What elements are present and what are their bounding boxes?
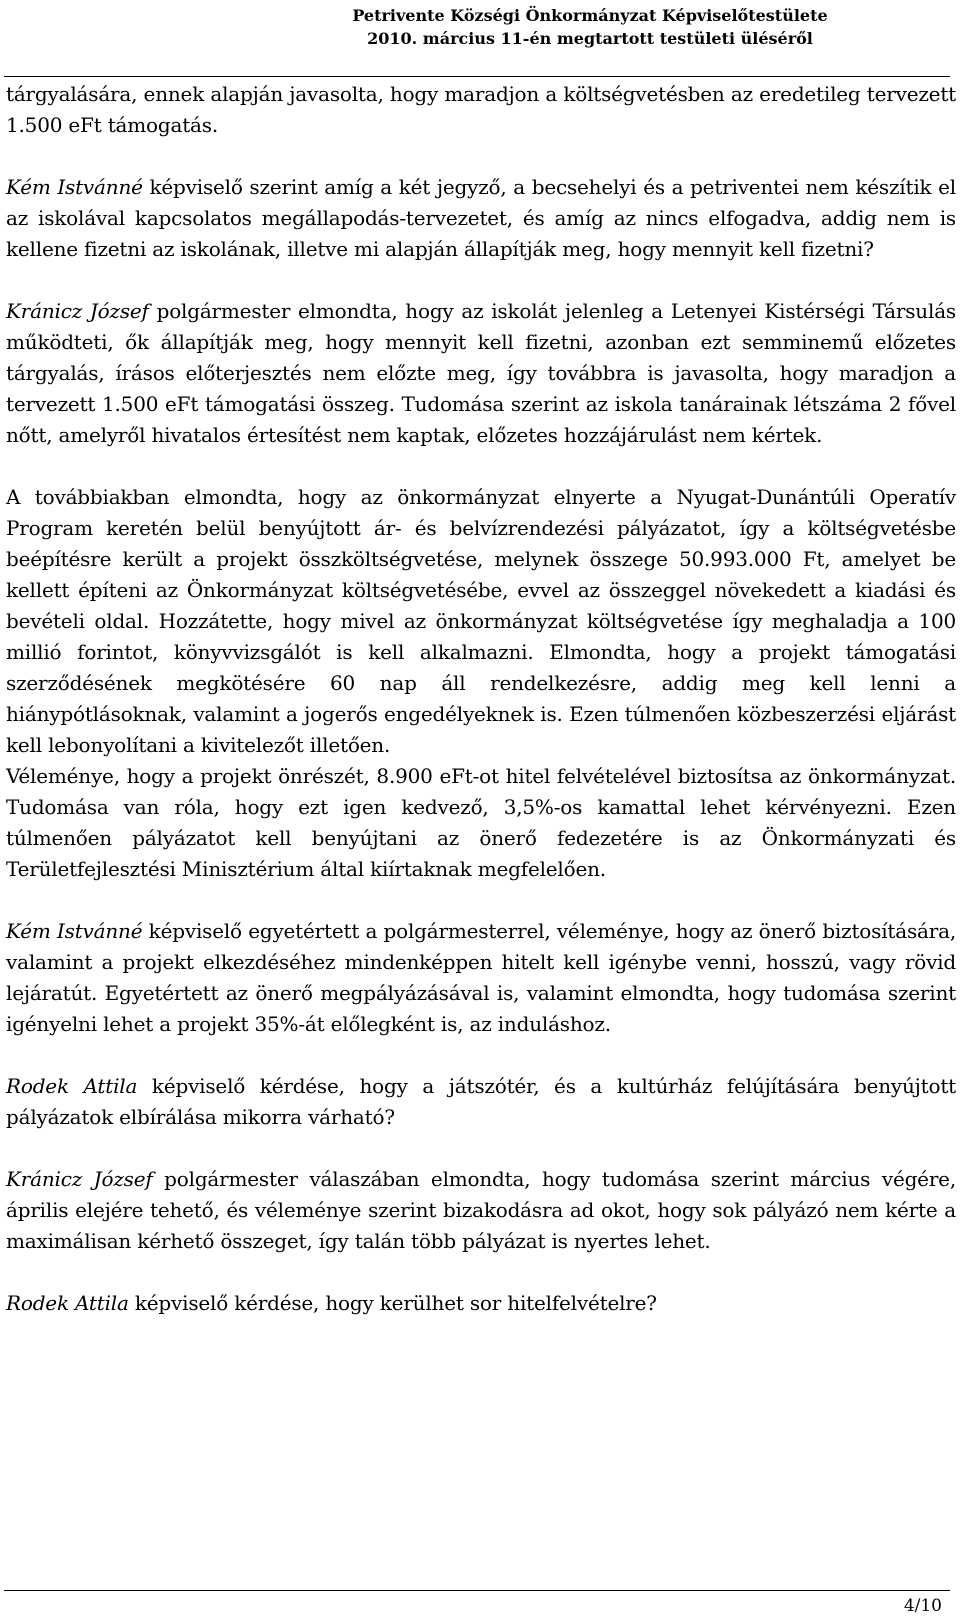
paragraph — [6, 1164, 956, 1257]
speaker-name: Kém Istvánné — [6, 175, 143, 199]
document-header — [230, 4, 950, 50]
paragraph-text: képviselő kérdése, hogy kerülhet sor hitelfelvételre? — [128, 1291, 657, 1315]
paragraph-text: képviselő szerint amíg a két jegyző, a becsehelyi és a petriventei nem készítik el az iskolával kapcsolatos megállapodás-tervezetet, és amíg az nincs elfogadva, addig nem is kellene fizetni az iskolának, illetve mi alapján állapítják meg, hogy mennyit kell fizetni? — [6, 175, 957, 261]
paragraph — [6, 172, 956, 265]
paragraph-text: képviselő kérdése, hogy a játszótér, és a kultúrház felújítására benyújtott pályázatok elbírálása mikorra várható? — [6, 1074, 957, 1129]
header-title: Petrivente Községi Önkormányzat Képviselőtestülete — [352, 6, 828, 25]
header-divider — [4, 76, 950, 77]
speaker-name: Kém Istvánné — [6, 919, 143, 943]
paragraph-text: polgármester válaszában elmondta, hogy tudomása szerint március végére, április elejére tehető, és véleménye szerint bizakodásra ad okot, hogy sok pályázó nem kérte a maximálisan kérhető összeget, így talán több pályázat is nyertes lehet. — [6, 1167, 956, 1253]
paragraph — [6, 1071, 956, 1133]
paragraph — [6, 761, 956, 885]
speaker-name: Kránicz József — [6, 1167, 153, 1191]
speaker-name: Rodek Attila — [6, 1291, 129, 1315]
document-body — [6, 79, 956, 1319]
speaker-name: Kránicz József — [6, 299, 149, 323]
paragraph — [6, 482, 956, 761]
speaker-name: Rodek Attila — [6, 1074, 138, 1098]
paragraph-text: A továbbiakban elmondta, hogy az önkormányzat elnyerte a Nyugat-Dunántúli Operatív Program keretén belül benyújtott ár- és belvízrendezési pályázatot, így a költségvetésbe beépítésre került a projekt összköltségvetése, melynek összege 50.993.000 Ft, amelyet be kellett építeni az Önkormányzat költségvetésébe, evvel az összeggel növekedett a kiadási és bevételi oldal. Hozzátette, hogy mivel az önkormányzat költségvetése így meghaladja a 100 millió forintot, könyvvizsgálót is kell alkalmazni. Elmondta, hogy a projekt támogatási szerződésének megkötésére 60 nap áll rendelkezésre, addig meg kell lenni a hiánypótlásoknak, valamint a jogerős engedélyeknek is. Ezen túlmenően közbeszerzési eljárást kell lebonyolítani a kivitelezőt illetően. — [6, 485, 956, 757]
paragraph-text: Véleménye, hogy a projekt önrészét, 8.900 eFt-ot hitel felvételével biztosítsa az önkormányzat. Tudomása van róla, hogy ezt igen kedvező, 3,5%-os kamattal lehet kérvényezni. Ezen túlmenően pályázatot kell benyújtani az önerő fedezetére is az Önkormányzati és Területfejlesztési Minisztérium által kiírtaknak megfelelően. — [6, 764, 956, 881]
paragraph — [6, 296, 956, 451]
paragraph — [6, 916, 956, 1040]
paragraph-text: képviselő egyetértett a polgármesterrel, véleménye, hogy az önerő biztosítására, valamint a projekt elkezdéséhez mindenképpen hitelt kell igénybe venni, hosszú, vagy rövid lejáratút. Egyetértett az önerő megpályázásával is, valamint elmondta, hogy tudomása szerint igényelni lehet a projekt 35%-át előlegként is, az induláshoz. — [6, 919, 956, 1036]
header-subtitle: 2010. március 11-én megtartott testületi üléséről — [367, 29, 813, 48]
page-number: 4/10 — [903, 1596, 942, 1616]
paragraph-text: polgármester elmondta, hogy az iskolát jelenleg a Letenyei Kistérségi Társulás működteti, ők állapítják meg, hogy mennyit kell fizetni, azonban ezt semminemű előzetes tárgyalás, írásos előterjesztés nem előzte meg, így továbbra is javasolta, hogy maradjon a tervezett 1.500 eFt támogatási összeg. Tudomása szerint az iskola tanárainak létszáma 2 fővel nőtt, amelyről hivatalos értesítést nem kaptak, előzetes hozzájárulást nem kértek. — [6, 299, 956, 447]
paragraph — [6, 1288, 956, 1319]
paragraph — [6, 79, 956, 141]
paragraph-text: tárgyalására, ennek alapján javasolta, hogy maradjon a költségvetésben az eredetileg tervezett 1.500 eFt támogatás. — [6, 82, 956, 137]
footer-divider — [4, 1590, 950, 1591]
